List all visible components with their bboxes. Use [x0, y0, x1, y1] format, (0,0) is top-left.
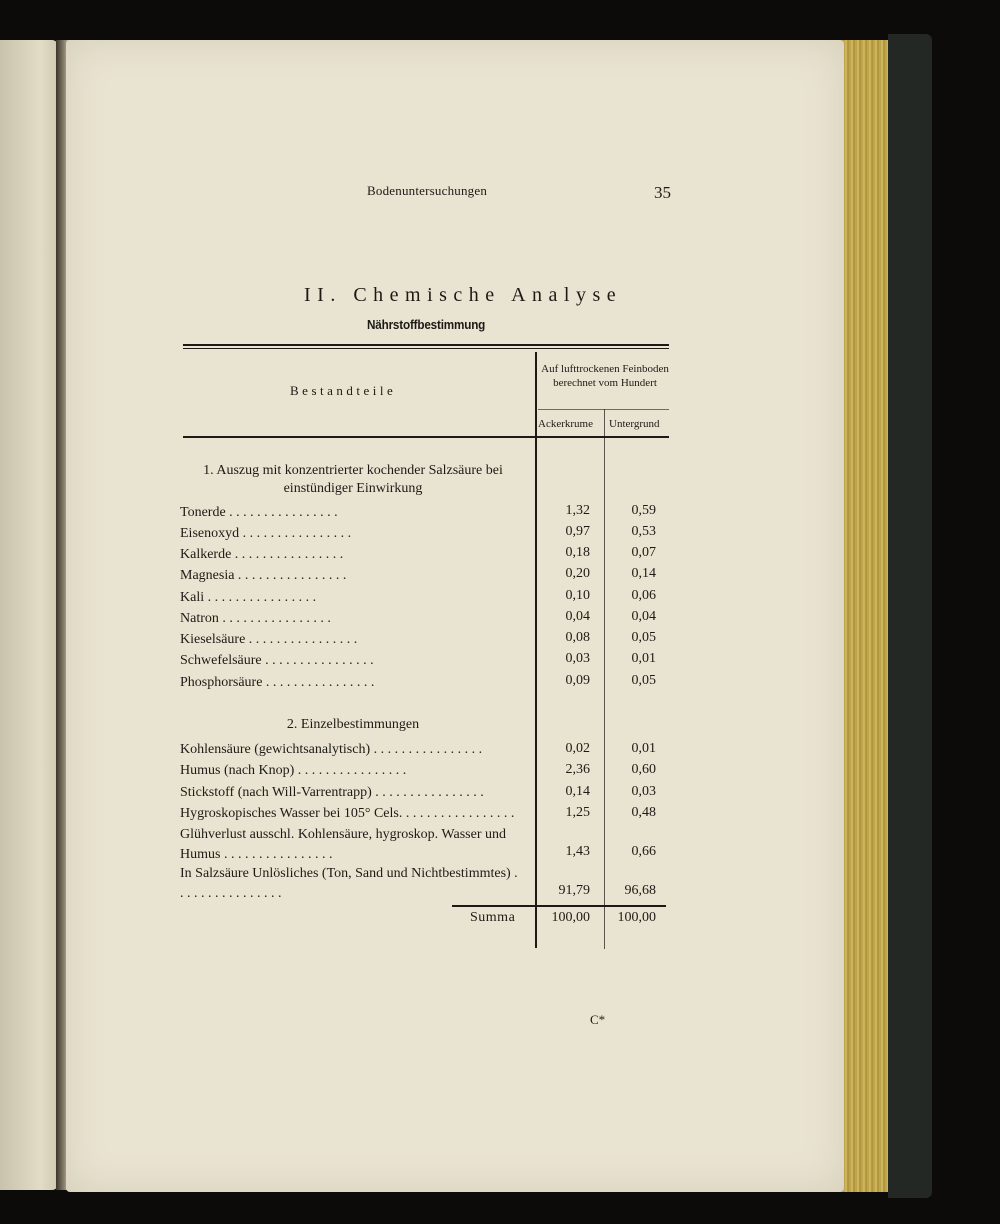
value-untergrund: 0,06 [631, 588, 656, 603]
value-ackerkrume: 0,20 [565, 566, 590, 581]
value-untergrund: 0,05 [631, 673, 656, 688]
value-ackerkrume: 0,02 [565, 741, 590, 756]
value-ackerkrume: 0,10 [565, 588, 590, 603]
value-ackerkrume: 0,14 [565, 784, 590, 799]
summa-label: Summa [470, 910, 516, 925]
header-bottom-rule [183, 436, 669, 438]
top-double-rule-1 [183, 344, 669, 346]
summa-untergrund: 100,00 [617, 910, 656, 925]
row-label: Glühverlust ausschl. Kohlensäure, hygroskop. Wasser und Humus . . . . . . . . . . . . . . . . [180, 827, 507, 862]
value-untergrund: 0,05 [631, 630, 656, 645]
row-label: Humus (nach Knop) . . . . . . . . . . . . . . . . [180, 763, 407, 778]
group-title-auszug: 1. Auszug mit konzentrierter kochender Salzsäure bei einstündiger Einwirkung [203, 463, 503, 496]
left-page-edge [0, 40, 58, 1190]
value-ackerkrume: 91,79 [558, 883, 590, 898]
running-head: Bodenuntersuchungen [367, 183, 488, 198]
row-label: Magnesia . . . . . . . . . . . . . . . . [180, 568, 347, 583]
value-ackerkrume: 1,43 [565, 844, 590, 859]
value-untergrund: 0,01 [631, 741, 656, 756]
summa-rule [452, 905, 666, 907]
book-cover [888, 34, 932, 1198]
value-untergrund: 0,04 [631, 609, 656, 624]
value-ackerkrume: 2,36 [565, 762, 590, 777]
value-untergrund: 96,68 [624, 883, 656, 898]
value-untergrund: 0,59 [631, 503, 656, 518]
value-ackerkrume: 1,32 [565, 503, 590, 518]
page-number: 35 [654, 183, 671, 202]
table-subtitle: Nährstoffbestimmung [367, 317, 486, 332]
row-label: Kali . . . . . . . . . . . . . . . . [180, 590, 317, 605]
header-bestandteile: Bestandteile [290, 383, 397, 398]
value-untergrund: 0,07 [631, 545, 656, 560]
value-ackerkrume: 1,25 [565, 805, 590, 820]
row-label: In Salzsäure Unlösliches (Ton, Sand und Nichtbestimmtes) . . . . . . . . . . . . . . . . [180, 866, 518, 901]
row-label: Kalkerde . . . . . . . . . . . . . . . . [180, 547, 344, 562]
column-header-ackerkrume: Ackerkrume [538, 418, 593, 430]
value-ackerkrume: 0,08 [565, 630, 590, 645]
row-label: Hygroskopisches Wasser bei 105° Cels. . . . . . . . . . . . . . . . . [180, 806, 515, 821]
value-untergrund: 0,60 [631, 762, 656, 777]
row-label: Natron . . . . . . . . . . . . . . . . [180, 611, 331, 626]
value-ackerkrume: 0,97 [565, 524, 590, 539]
signature-mark: C* [590, 1012, 606, 1027]
column-header-untergrund: Untergrund [609, 418, 660, 430]
summa-ackerkrume: 100,00 [551, 910, 590, 925]
value-untergrund: 0,66 [631, 844, 656, 859]
row-label: Stickstoff (nach Will-Varrentrapp) . . . . . . . . . . . . . . . . [180, 785, 484, 800]
row-label: Kohlensäure (gewichtsanalytisch) . . . . . . . . . . . . . . . . [180, 742, 483, 757]
section-title: II. Chemische Analyse [304, 284, 623, 306]
page-edges [838, 40, 894, 1192]
value-untergrund: 0,14 [631, 566, 656, 581]
row-label: Schwefelsäure . . . . . . . . . . . . . . . . [180, 653, 374, 668]
value-ackerkrume: 0,04 [565, 609, 590, 624]
value-ackerkrume: 0,18 [565, 545, 590, 560]
header-basis: Auf lufttrockenen Feinboden berechnet vom Hundert [541, 363, 669, 389]
value-untergrund: 0,03 [631, 784, 656, 799]
row-label: Phosphorsäure . . . . . . . . . . . . . . . . [180, 675, 375, 690]
value-untergrund: 0,01 [631, 651, 656, 666]
value-ackerkrume: 0,09 [565, 673, 590, 688]
row-label: Kieselsäure . . . . . . . . . . . . . . . . [180, 632, 358, 647]
row-label: Eisenoxyd . . . . . . . . . . . . . . . . [180, 526, 352, 541]
row-label: Tonerde . . . . . . . . . . . . . . . . [180, 505, 338, 520]
value-untergrund: 0,53 [631, 524, 656, 539]
top-double-rule-2 [183, 348, 669, 349]
group-title-einzelbestimmungen: 2. Einzelbestimmungen [286, 717, 420, 732]
value-untergrund: 0,48 [631, 805, 656, 820]
value-ackerkrume: 0,03 [565, 651, 590, 666]
